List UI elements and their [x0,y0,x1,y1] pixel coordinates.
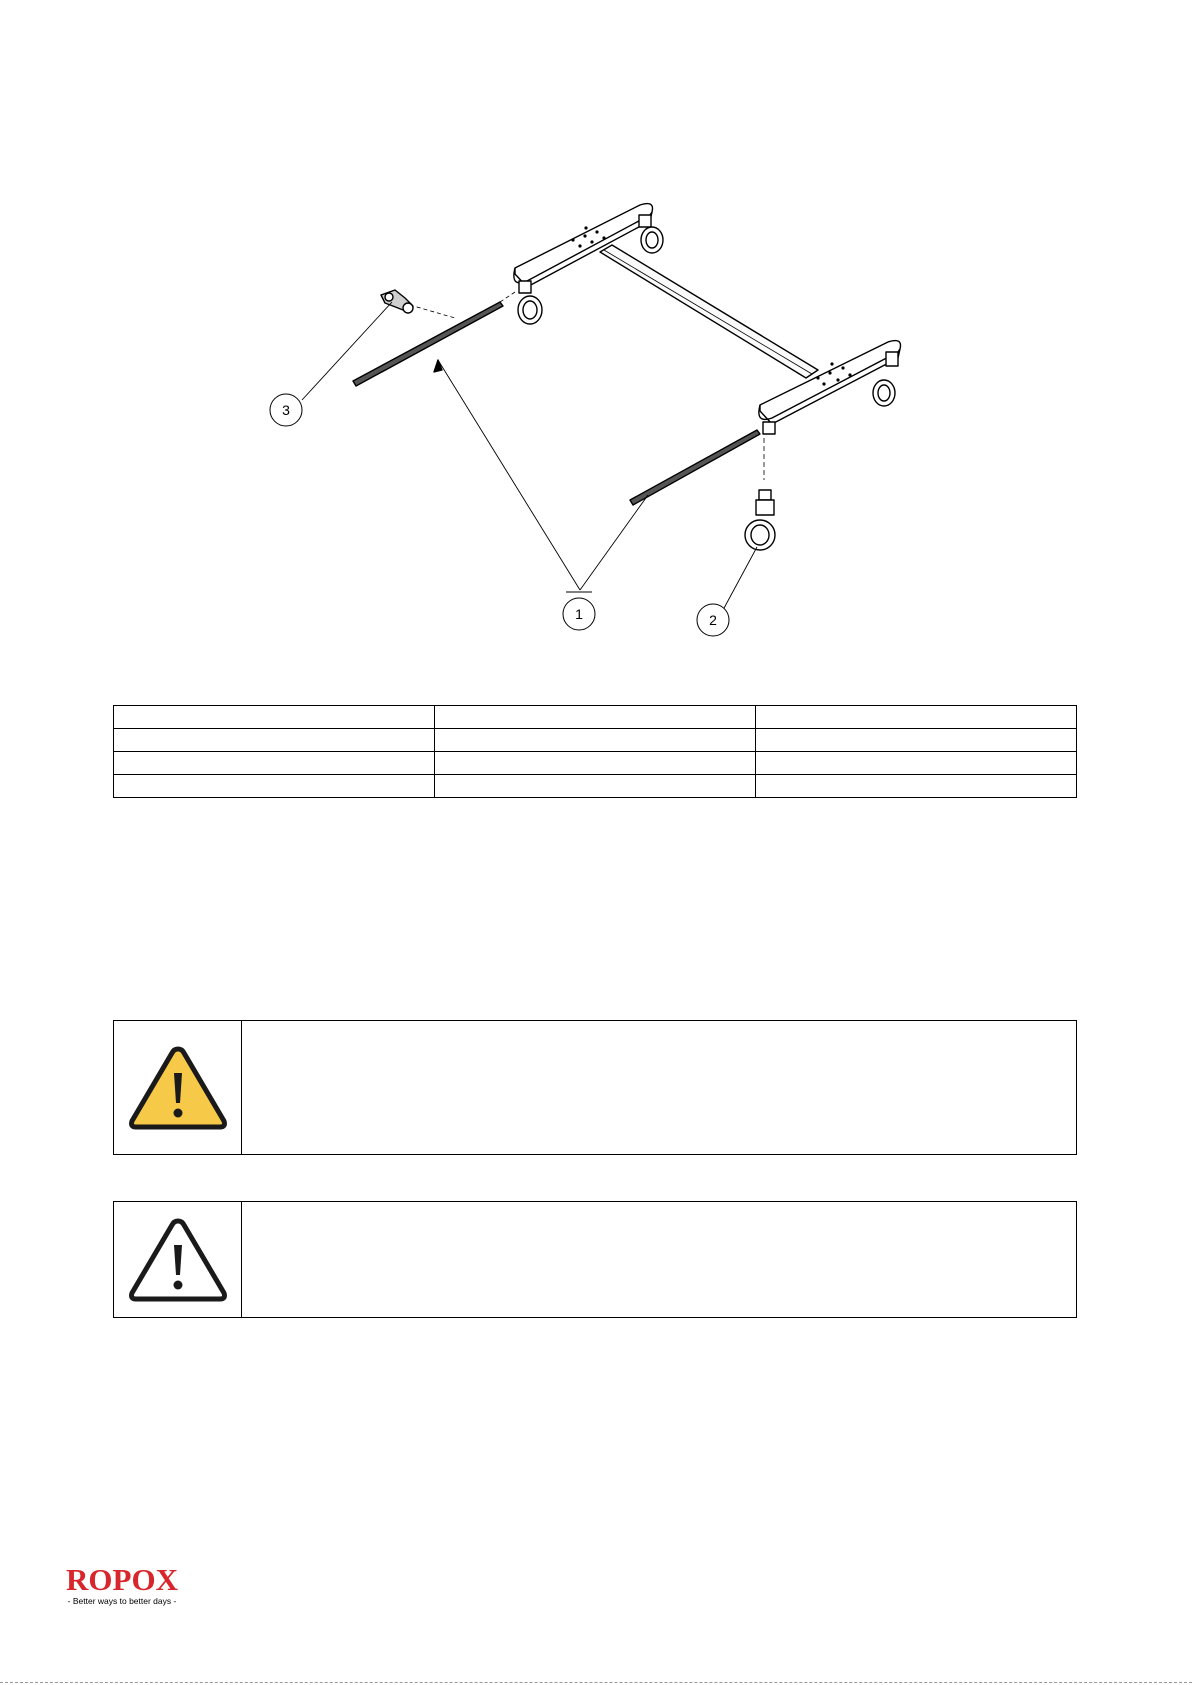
ropox-logo [62,1562,182,1611]
warning-yellow-icon [128,1043,228,1133]
page-divider [0,1682,1192,1683]
table-row [114,752,1077,775]
table-cell [114,775,435,798]
table-row [114,729,1077,752]
callout-3-label: 3 [282,402,290,418]
table-cell [435,729,756,752]
warning-text [242,1021,1076,1154]
table-cell [756,729,1077,752]
callout-1-label: 1 [575,606,583,622]
table-cell [756,706,1077,729]
parts-table [113,705,1077,798]
table-cell [756,752,1077,775]
warning-box-note [113,1201,1077,1318]
table-cell [114,752,435,775]
warning-box-caution [113,1020,1077,1155]
table-cell [114,706,435,729]
table-row [114,775,1077,798]
table-cell [435,775,756,798]
table-cell [435,706,756,729]
warning-outline-icon [128,1215,228,1305]
logo-tagline: - Better ways to better days - [67,1596,177,1606]
table-cell [114,729,435,752]
table-row [114,706,1077,729]
warning-text [242,1202,1076,1317]
assembly-drawing [240,180,960,640]
logo-brand: ROPOX [66,1562,178,1597]
callout-2-label: 2 [709,612,717,628]
table-cell [435,752,756,775]
table-cell [756,775,1077,798]
